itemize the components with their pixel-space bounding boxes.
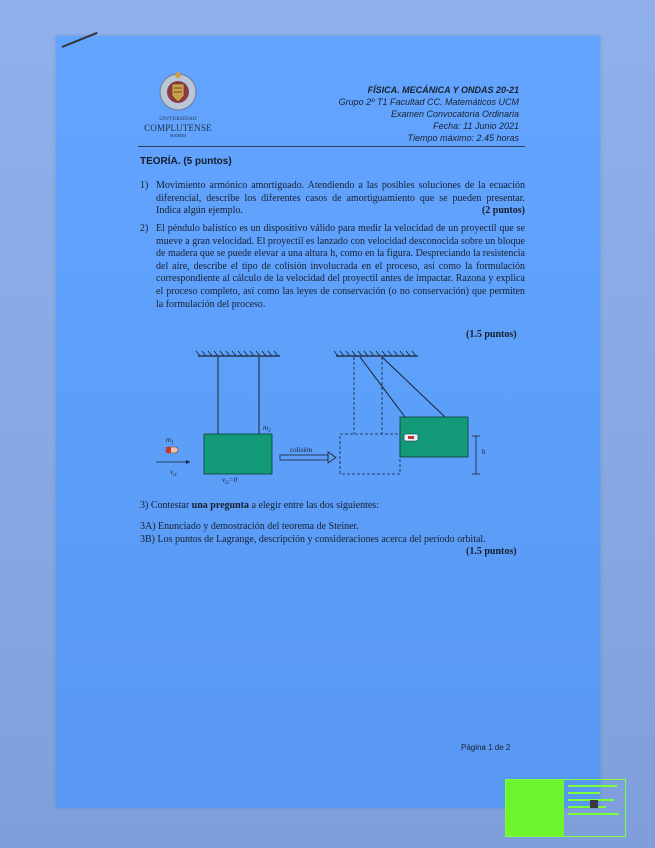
university-label: UNIVERSIDAD <box>159 117 197 122</box>
university-name: COMPLUTENSE <box>144 123 212 133</box>
mass-1-label: $m_1$ <box>166 436 174 446</box>
question-prefix: Contestar <box>150 500 192 511</box>
question-points: (1.5 puntos) <box>466 329 517 340</box>
collision-arrow-head-icon <box>328 452 336 463</box>
embedded-projectile-icon <box>404 434 418 441</box>
collision-label: colisión <box>290 446 313 454</box>
question-number: 2) <box>140 223 149 234</box>
question-emphasis: una pregunta <box>191 500 250 511</box>
question-text: El péndulo balístico es un dispositivo válido para medir la velocidad de un proyectil que se mueve a gran velocidad. El proyectil es lanzado con velocidad desconocida sobre un bloque de madera que se puede elevar a una altura h, como en la figura. Despreciando la resistencia del aire, describe el tipo de colisión involucrada en el proceso, así como la formulación correspondiente al cálculo de la velocidad del proyectil antes de impactar. Razona y explica el proceso completo, así como las leyes de conservación (o no conservación) que permiten la formulación del proceso. <box>156 223 525 310</box>
exam-line: Examen Convocatoria Ordinaria <box>390 109 519 119</box>
velocity-2-label: $v_{i2}=0$ <box>222 476 238 486</box>
page-number: Página 1 de 2 <box>461 743 511 752</box>
collision-arrow <box>280 455 328 460</box>
arrow-head-icon <box>186 460 190 464</box>
question-1 <box>140 180 525 218</box>
option-3b: 3B) Los puntos de Lagrange, descripción y consideraciones acerca del período orbital. <box>140 534 486 545</box>
question-3 <box>140 500 379 511</box>
question-points: (2 puntos) <box>481 205 525 217</box>
swung-string-right <box>382 357 445 417</box>
university-city: MADRID <box>169 133 187 138</box>
date-line: Fecha: 11 Junio 2021 <box>433 121 519 131</box>
time-line: Tiempo máximo: 2.45 horas <box>407 133 519 143</box>
verification-stamp <box>505 779 626 837</box>
question-number: 3) <box>140 500 149 511</box>
question-2 <box>140 223 525 311</box>
ballistic-pendulum-diagram <box>150 350 510 490</box>
group-line: Grupo 2º T1 Facultad CC. Matemáticos UCM <box>338 97 519 107</box>
wood-block <box>204 434 272 474</box>
corner-mark <box>590 800 598 808</box>
velocity-1-label: $v_{i1}$ <box>170 468 177 478</box>
projectile-icon <box>166 447 178 453</box>
question-number: 1) <box>140 180 149 191</box>
question-points: (1.5 puntos) <box>466 546 517 557</box>
mass-2-label: $m_2$ <box>263 424 271 434</box>
question-text: Movimiento armónico amortiguado. Atendiendo a las posibles soluciones de la ecuación diferencial, describe los diferentes casos de amortiguamiento que se pueden presentar. Indica algún ejemplo. <box>156 180 525 217</box>
option-3a: 3A) Enunciado y demostración del teorema de Steiner. <box>140 521 359 532</box>
seal-icon <box>506 780 564 836</box>
swung-string-left <box>360 357 405 417</box>
section-title: TEORÍA. (5 puntos) <box>140 156 232 167</box>
header-rule <box>138 146 525 147</box>
ceiling-right <box>334 351 418 356</box>
exam-header <box>339 84 519 144</box>
question-suffix: a elegir entre las dos siguientes: <box>249 500 379 511</box>
initial-block-position <box>340 434 400 474</box>
height-label: h <box>482 448 486 456</box>
course-title: FÍSICA. MECÁNICA Y ONDAS 20-21 <box>367 85 519 95</box>
ceiling-left <box>196 351 280 356</box>
